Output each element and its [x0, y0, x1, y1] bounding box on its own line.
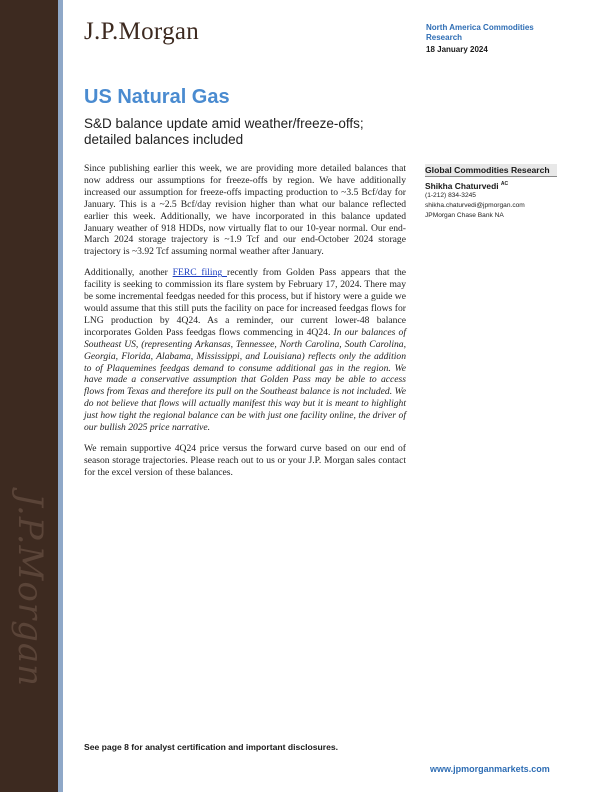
- jpmorgan-logo: J.P.Morgan: [84, 18, 200, 45]
- body-paragraph-2: [84, 267, 406, 434]
- department-line2: Research: [426, 33, 463, 42]
- body-paragraph-1: Since publishing earlier this week, we are providing more detailed balances that now address our assumptions for freeze-offs by region. We have additionally increased our assumption for freeze-offs impacting production to ~3.5 Bcf/day for January. This is a ~2.5 Bcf/day revision higher than what our balance reflected earlier this week. Additionally, we have incorporated in this balance updated January weather of 918 HDDs, now virtually flat to our 10-year normal. Our end-March 2024 storage trajectory is ~1.9 Tcf and our end-October 2024 storage trajectory is ~3.92 Tcf assuming normal weather after January.: [84, 163, 406, 258]
- analyst-certification-mark: AC: [500, 181, 509, 188]
- sidebar-heading: Global Commodities Research: [425, 164, 557, 177]
- report-title: US Natural Gas: [84, 86, 230, 108]
- body-paragraph-3: We remain supportive 4Q24 price versus the forward curve based on our end of season storage trajectories. Please reach out to us or your J.P. Morgan sales contact for the excel version of these balances.: [84, 442, 406, 478]
- paragraph-2-italic: In our balances of Southeast US, (representing Arkansas, Tennessee, North Carolina, South Carolina, Georgia, Florida, Alabama, Mississippi, and Louisiana) reflects only the addition to of Plaquemines feedgas demand to consume additional gas in the region. We have made a conservative assumption that Golden Pass may be able to access flows from Texas and therefore its pull on the Southeast balance is not included. We do not believe that flows will actually manifest this way but it is meant to highlight just how tight the regional balance can be with just one facility online, the driver of our bullish 2025 price narrative.: [84, 326, 406, 434]
- department-line1: North America Commodities: [426, 23, 534, 32]
- analyst-sidebar: [425, 164, 555, 221]
- report-header-info: [426, 23, 596, 55]
- jpmorgan-watermark-logo: [8, 490, 52, 690]
- analyst-entity: JPMorgan Chase Bank NA: [425, 212, 504, 219]
- footer-website-link[interactable]: www.jpmorganmarkets.com: [430, 764, 550, 774]
- report-subtitle: S&D balance update amid weather/freeze-offs; detailed balances included: [84, 116, 364, 147]
- paragraph-2-middle: recently from Golden Pass appears that the facility is seeking to commission its flare system by February 17, 2024. There may be some incremental feedgas needed for this process, but if history were a guide we would assume that this still puts the facility on pace for increased feedgas flows for LNG production by 4Q24. As a reminder, our current lower-48 balance incorporates Golden Pass feedgas flows commencing in 4Q24.: [84, 267, 407, 338]
- analyst-email[interactable]: shikha.chaturvedi@jpmorgan.com: [425, 202, 525, 209]
- analyst-name: [425, 181, 555, 191]
- ferc-filing-link[interactable]: FERC filing: [172, 267, 227, 279]
- analyst-phone: (1-212) 834-3245: [425, 192, 476, 199]
- disclosure-note: See page 8 for analyst certification and important disclosures.: [84, 742, 339, 752]
- analyst-name-text: Shikha Chaturvedi: [425, 181, 499, 191]
- report-date: 18 January 2024: [426, 45, 488, 54]
- report-body: [84, 163, 406, 488]
- watermark-text: J.P.Morgan: [10, 492, 50, 688]
- left-accent-stripe: [58, 0, 63, 792]
- paragraph-2-prefix: Additionally, another: [84, 267, 173, 279]
